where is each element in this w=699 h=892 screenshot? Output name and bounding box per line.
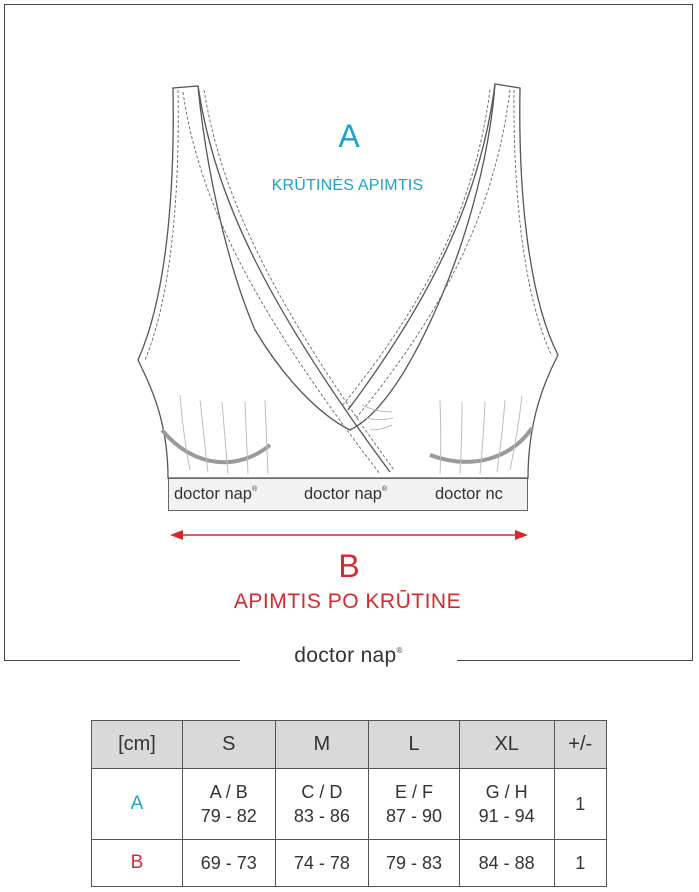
row-a-cell-m	[275, 769, 369, 840]
label-a-letter: A	[338, 118, 360, 154]
header-tolerance: +/-	[554, 721, 607, 769]
band-brand-3: doctor nc	[435, 485, 503, 503]
size-table	[91, 720, 607, 887]
row-a-cell-xl	[459, 769, 554, 840]
row-a-cup: E / F	[395, 782, 434, 802]
row-a-tolerance: 1	[554, 769, 607, 840]
row-a-cell-s	[182, 769, 275, 840]
label-b-text: APIMTIS PO KRŪTINE	[233, 590, 462, 613]
table-header-row	[92, 721, 607, 769]
row-b-tolerance: 1	[554, 840, 607, 887]
header-unit: [cm]	[92, 721, 183, 769]
row-a-range: 83 - 86	[293, 806, 350, 826]
row-a-range: 91 - 94	[478, 806, 535, 826]
underbust-arrow	[170, 530, 528, 540]
row-a-cup: A / B	[209, 782, 248, 802]
header-size-s: S	[182, 721, 275, 769]
frame-divider-left	[4, 660, 240, 661]
header-size-xl: XL	[459, 721, 554, 769]
row-a-cup: C / D	[301, 782, 343, 802]
bra-band	[168, 478, 528, 511]
header-size-l: L	[369, 721, 460, 769]
row-b-cell-s: 69 - 73	[182, 840, 275, 887]
row-a-cell-l	[369, 769, 460, 840]
band-brand-2: doctor nap®	[304, 485, 388, 503]
row-a-range: 79 - 82	[200, 806, 257, 826]
band-brand-1: doctor nap®	[174, 485, 258, 503]
row-a-label: A	[92, 769, 183, 840]
label-a-text: KRŪTINĖS APIMTIS	[271, 177, 424, 194]
row-b-label: B	[92, 840, 183, 887]
label-b-letter: B	[338, 548, 360, 584]
row-b-cell-m: 74 - 78	[275, 840, 369, 887]
row-b-cell-l: 79 - 83	[369, 840, 460, 887]
brand-logo: doctor nap®	[294, 644, 403, 667]
row-b-cell-xl: 84 - 88	[459, 840, 554, 887]
table-row-b	[92, 840, 607, 887]
row-a-cup: G / H	[485, 782, 528, 802]
frame-divider-right	[457, 660, 693, 661]
table-row-a	[92, 769, 607, 840]
row-a-range: 87 - 90	[385, 806, 443, 826]
header-size-m: M	[275, 721, 369, 769]
